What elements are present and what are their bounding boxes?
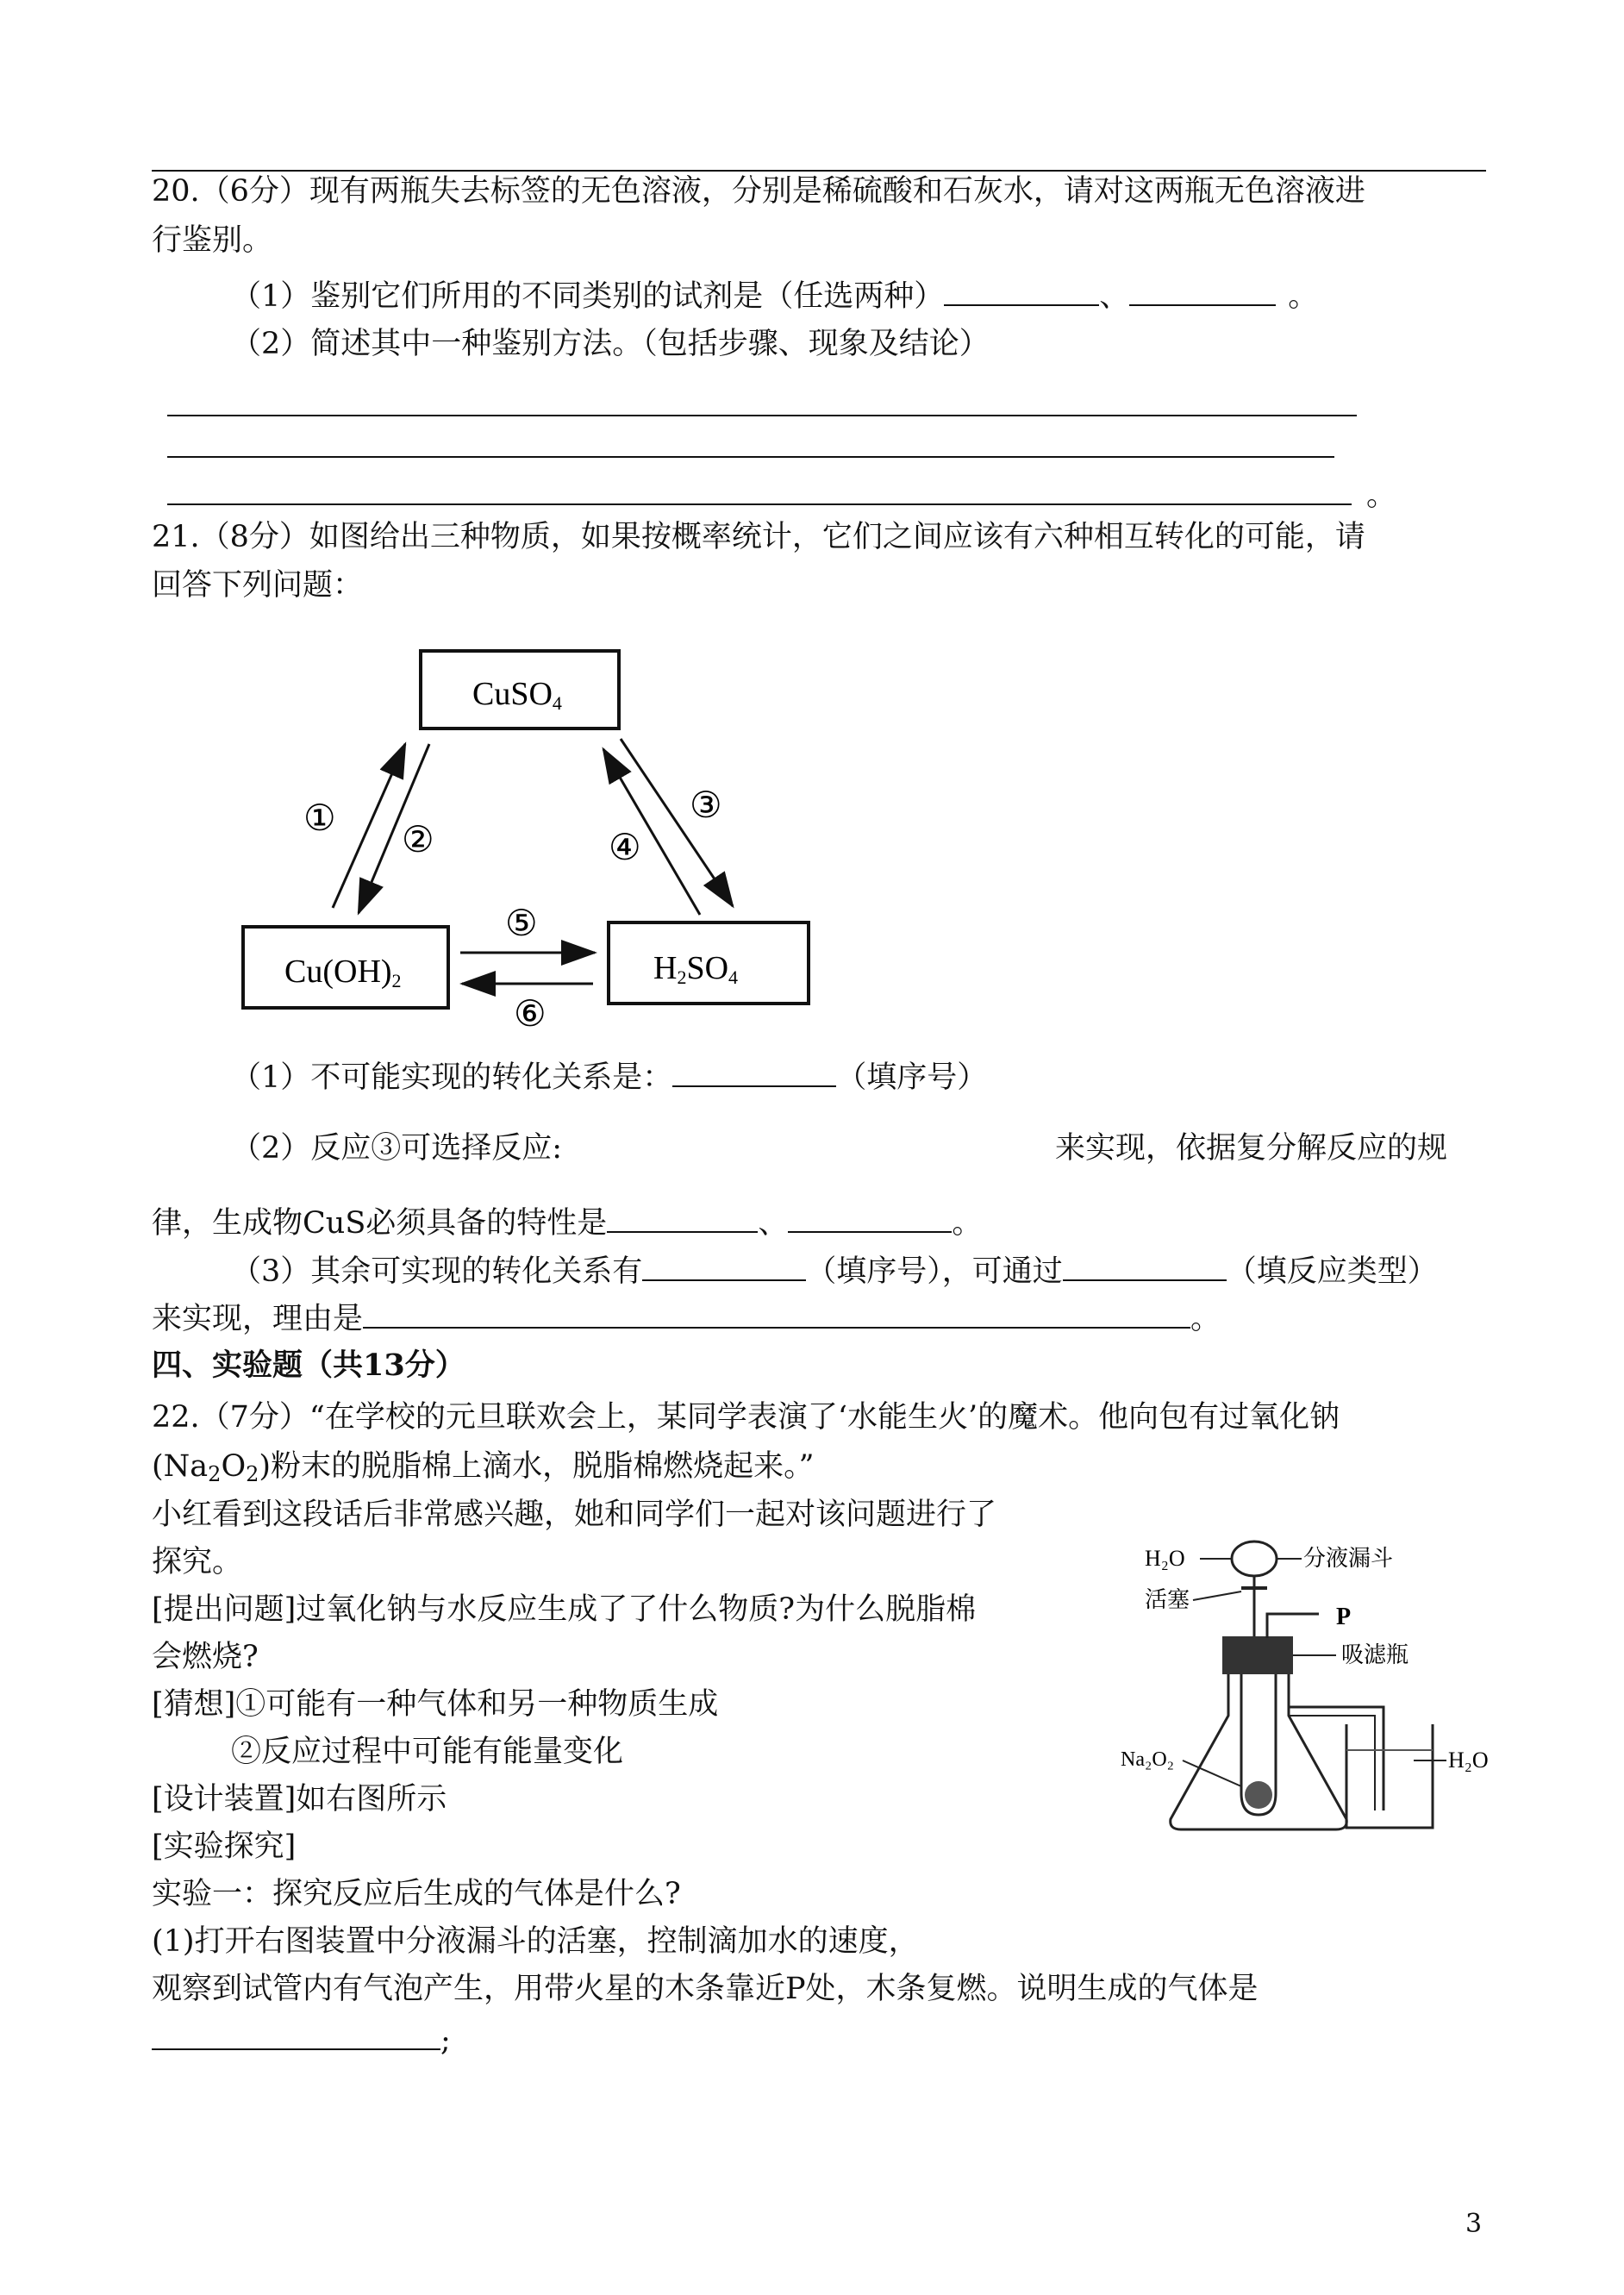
q21-stem-line2: 回答下列问题： <box>152 568 364 603</box>
flask-stopper <box>1222 1636 1293 1674</box>
q22-formula-sub-1: 2 <box>208 1462 222 1486</box>
q22-formula-sub-2: 2 <box>246 1462 259 1486</box>
q22-line10: [实验探究] <box>152 1829 297 1864</box>
q21-part3-text: （3）其余可实现的转化关系有 <box>231 1254 643 1289</box>
q20-answer-line-3[interactable] <box>167 503 1352 505</box>
q22-line13: 观察到试管内有气泡产生，用带火星的木条靠近P处，木条复燃。说明生成的气体是 <box>152 1972 1259 2006</box>
q21-part2-cont-text: 律，生成物CuS必须具备的特性是 <box>152 1206 608 1241</box>
num-4: ④ <box>609 829 641 868</box>
q21-part3-cont-text: 来实现，理由是 <box>152 1302 364 1336</box>
q22-line3: 小红看到这段话后非常感兴趣，她和同学们一起对该问题进行了 <box>152 1498 997 1532</box>
q22-line8: ②反应过程中可能有能量变化 <box>231 1735 624 1769</box>
q21-part1 <box>231 1059 987 1097</box>
label-funnel: 分液漏斗 <box>1303 1546 1394 1571</box>
q22-line6: 会燃烧? <box>152 1640 259 1674</box>
q21-stem-line1: 21.（8分）如图给出三种物质，如果按概率统计，它们之间应该有六种相互转化的可能，请 <box>152 520 1365 554</box>
q21-answer-blank-5[interactable] <box>1063 1254 1227 1281</box>
q21-part2-sep: 、 <box>758 1206 789 1241</box>
label-p: P <box>1336 1604 1352 1630</box>
q20-stem-line1: 20.（6分）现有两瓶失去标签的无色溶液，分别是稀硫酸和石灰水，请对这两瓶无色溶液进 <box>152 174 1365 209</box>
delivery-tube <box>1289 1707 1384 1810</box>
q22-line11: 实验一：探究反应后生成的气体是什么? <box>152 1877 681 1911</box>
label-stopcock: 活塞 <box>1145 1587 1190 1612</box>
q20-answer-line-1[interactable] <box>167 415 1357 416</box>
q22-line9: [设计装置]如右图所示 <box>152 1782 447 1817</box>
q22-stem-rest: )粉末的脱脂棉上滴水，脱脂棉燃烧起来。” <box>259 1449 815 1484</box>
q20-answer-line-2[interactable] <box>167 456 1334 458</box>
q22-formula-part-a: (Na <box>152 1449 209 1484</box>
funnel-bulb <box>1232 1541 1277 1576</box>
conversion-diagram <box>233 642 819 1056</box>
q22-line7: [猜想]①可能有一种气体和另一种物质生成 <box>152 1687 719 1722</box>
q21-part1-end: （填序号） <box>836 1060 988 1095</box>
q22-formula-part-b: O <box>221 1449 247 1484</box>
q20-part1-end: 。 <box>1288 279 1319 314</box>
q21-part3-cont-end: 。 <box>1190 1302 1221 1336</box>
q22-line14-end: ; <box>440 2023 451 2058</box>
q20-answer-end: 。 <box>1366 478 1397 513</box>
label-na2o2: Na₂O₂ <box>1121 1748 1175 1771</box>
q21-part1-text: （1）不可能实现的转化关系是： <box>231 1060 673 1095</box>
label-cuoh2: Cu(OH)2 <box>284 954 402 991</box>
num-6: ⑥ <box>514 995 547 1035</box>
q20-part1 <box>231 278 1318 316</box>
q21-part3-end: （填反应类型） <box>1226 1254 1438 1289</box>
na2o2-powder <box>1245 1781 1272 1809</box>
q22-line12: (1)打开右图装置中分液漏斗的活塞，控制滴加水的速度， <box>152 1924 919 1959</box>
q21-part2-end: 。 <box>952 1206 983 1241</box>
q21-part3-mid: （填序号），可通过 <box>806 1254 1063 1289</box>
beaker <box>1346 1724 1433 1828</box>
q22-line4: 探究。 <box>152 1545 243 1579</box>
q20-part1-sep: 、 <box>1099 279 1130 314</box>
q21-part2: （2）反应③可选择反应: <box>231 1131 563 1166</box>
q22-stem-line1: 22.（7分）“在学校的元旦联欢会上，某同学表演了‘水能生火’的魔术。他向包有过氧化钠 <box>152 1400 1340 1435</box>
q22-answer-blank-1[interactable] <box>152 2023 440 2050</box>
q21-part3 <box>231 1253 1438 1291</box>
q20-answer-blank-2[interactable] <box>1129 278 1276 306</box>
top-rule <box>152 170 1486 172</box>
pointer-stopcock <box>1193 1591 1241 1600</box>
q21-answer-blank-1[interactable] <box>672 1060 836 1087</box>
q20-answer-blank-1[interactable] <box>944 278 1099 306</box>
side-tube-p <box>1267 1614 1319 1638</box>
label-cuso4: CuSO4 <box>472 676 562 714</box>
q20-part1-text: （1）鉴别它们所用的不同类别的试剂是（任选两种） <box>231 279 945 314</box>
delivery-tube-inner <box>1289 1716 1375 1810</box>
q22-stem-line2 <box>152 1448 814 1493</box>
q21-answer-blank-3[interactable] <box>788 1205 952 1233</box>
label-h2o-top: H₂O <box>1145 1546 1185 1571</box>
q20-stem-line2: 行鉴别。 <box>152 223 273 258</box>
num-3: ③ <box>690 786 722 826</box>
q21-answer-blank-6[interactable] <box>363 1301 1190 1329</box>
q21-answer-blank-2[interactable] <box>607 1205 758 1233</box>
q20-part2: （2）简述其中一种鉴别方法。（包括步骤、现象及结论） <box>231 327 990 361</box>
label-h2o-right: H₂O <box>1448 1748 1489 1773</box>
q21-answer-blank-4[interactable] <box>642 1254 806 1281</box>
q21-part3-cont <box>152 1300 1221 1338</box>
q21-part2-cont <box>152 1204 982 1242</box>
section-4-heading: 四、实验题（共13分） <box>152 1348 465 1383</box>
q22-line14 <box>152 2022 451 2060</box>
num-1: ① <box>303 799 336 839</box>
num-5: ⑤ <box>505 904 538 944</box>
q21-part2-right: 来实现，依据复分解反应的规 <box>1055 1131 1448 1166</box>
q22-line5: [提出问题]过氧化钠与水反应生成了了什么物质?为什么脱脂棉 <box>152 1592 977 1627</box>
label-flask: 吸滤瓶 <box>1341 1642 1409 1667</box>
num-2: ② <box>402 821 434 860</box>
page-number: 3 <box>1465 2209 1483 2239</box>
apparatus-figure <box>1121 1535 1517 1845</box>
label-h2so4: H2SO4 <box>653 950 739 988</box>
